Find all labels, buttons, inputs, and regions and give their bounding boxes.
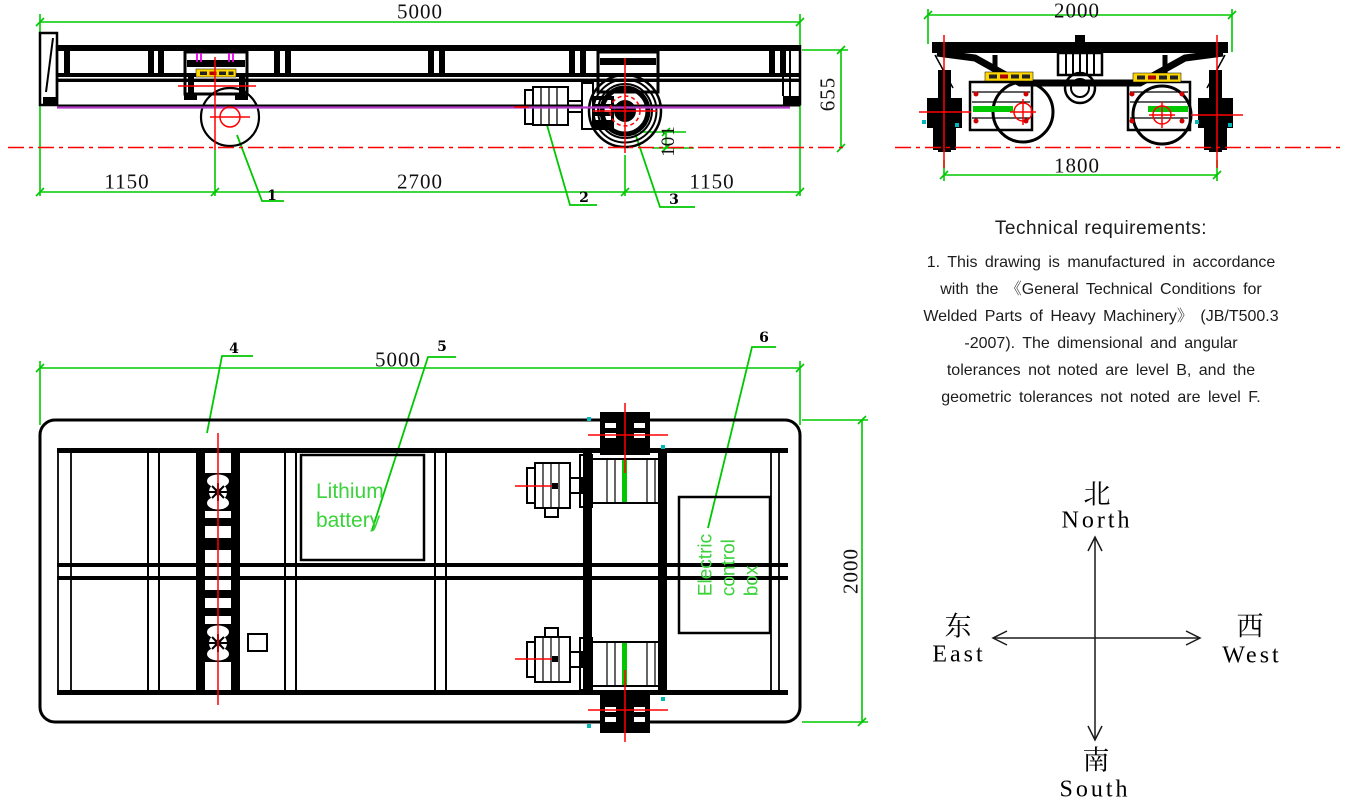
technical-requirements-line: -2007). The dimensional and angular xyxy=(964,335,1238,352)
compass-east-en: East xyxy=(932,641,986,668)
dim-plan-length: 5000 xyxy=(375,347,421,372)
control-box-label xyxy=(695,534,764,596)
control-box-label-line1: Electric xyxy=(695,533,717,597)
control-box-label-line3: box xyxy=(741,565,763,597)
compass-north-cn: 北 xyxy=(1083,479,1111,511)
dim-end-width: 2000 xyxy=(1054,0,1100,23)
rail-wheel-right xyxy=(1198,70,1233,152)
dim-plan-width: 2000 xyxy=(838,548,863,594)
dim-side-length: 5000 xyxy=(397,0,443,24)
end-view-drawing xyxy=(895,0,1345,205)
plan-leader-lines xyxy=(207,347,776,530)
drive-assembly-top xyxy=(527,412,665,517)
technical-requirements-line: tolerances not noted are level B, and the xyxy=(946,362,1256,379)
dim-flange-height: 101 xyxy=(658,125,679,157)
part-label-5: 5 xyxy=(437,339,447,355)
frame-stiffeners xyxy=(64,51,786,73)
battery-label-line1: Lithium xyxy=(316,480,384,503)
bogie-frame-end xyxy=(927,35,1233,152)
technical-requirements-title: Technical requirements: xyxy=(994,218,1208,239)
technical-requirements xyxy=(862,218,1340,411)
compass-west-en: West xyxy=(1222,642,1282,669)
compass-west-cn: 西 xyxy=(1236,611,1264,643)
frame-cross-posts xyxy=(148,453,446,690)
part-label-6: 6 xyxy=(759,330,769,346)
dim-rear-overhang: 1150 xyxy=(689,169,735,194)
technical-requirements-line: Welded Parts of Heavy Machinery》 (JB/T500.3 xyxy=(923,308,1279,325)
technical-requirements-line: 1. This drawing is manufactured in accordance xyxy=(926,254,1276,271)
dim-wheelbase: 2700 xyxy=(397,169,443,194)
part-label-3: 3 xyxy=(669,192,679,208)
wheel-channels xyxy=(196,453,667,691)
dim-track-gauge: 1800 xyxy=(1054,153,1100,178)
drive-assembly-bottom xyxy=(527,628,665,733)
compass-south-en: South xyxy=(1059,776,1131,801)
battery-label-line2: battery xyxy=(316,509,381,532)
channel-side-tab xyxy=(248,634,267,651)
control-box-label-line2: control xyxy=(718,539,740,597)
compass-east-cn: 东 xyxy=(944,611,972,643)
part-label-4: 4 xyxy=(229,341,239,357)
center-coupler xyxy=(1058,53,1102,103)
compass-north-en: North xyxy=(1061,507,1133,534)
nameplate-strip xyxy=(196,69,236,77)
dim-front-overhang: 1150 xyxy=(104,169,150,194)
cart-frame-side xyxy=(40,33,800,147)
battery-label xyxy=(316,477,384,535)
technical-requirements-line: geometric tolerances not noted are level F. xyxy=(941,389,1261,406)
dim-side-height: 655 xyxy=(815,76,840,112)
front-bumper-hook xyxy=(40,33,57,106)
technical-requirements-line: with the 《General Technical Conditions for xyxy=(940,281,1262,298)
compass-south-cn: 南 xyxy=(1082,745,1110,777)
cart-frame-plan xyxy=(40,420,800,722)
part-label-2: 2 xyxy=(579,190,589,206)
part-label-1: 1 xyxy=(267,188,277,204)
